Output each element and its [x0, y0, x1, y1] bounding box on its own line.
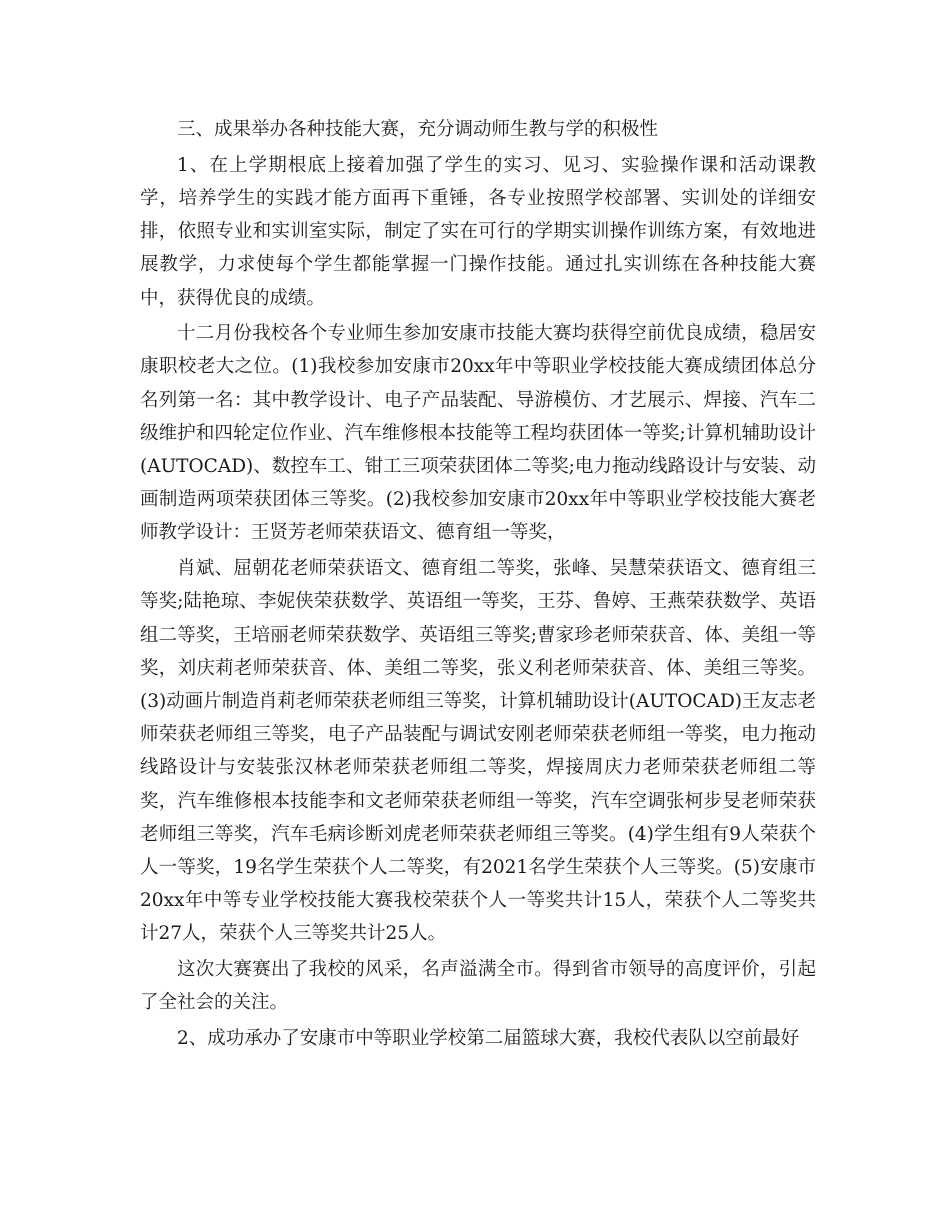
- paragraph: 十二月份我校各个专业师生参加安康市技能大赛均获得空前优良成绩，稳居安康职校老大之位。(1)我校参加安康市20xx年中等职业学校技能大赛成绩团体总分名列第一名：其中教学设计、电子产品装配、导游模仿、才艺展示、焊接、汽车二级维护和四轮定位作业、汽车维修根本技能等工程均获团体一等奖;计算机辅助设计(AUTOCAD)、数控车工、钳工三项荣获团体二等奖;电力拖动线路设计与安装、动画制造两项荣获团体三等奖。(2)我校参加安康市20xx年中等职业学校技能大赛老师教学设计：王贤芳老师荣获语文、德育组一等奖，: [140, 323, 816, 544]
- document-body: [140, 113, 816, 1058]
- paragraph: 肖斌、屈朝花老师荣获语文、德育组二等奖，张峰、吴慧荣获语文、德育组三等奖;陆艳琼、李妮侠荣获数学、英语组一等奖，王芬、鲁婷、王燕荣获数学、英语组二等奖，王培丽老师荣获数学、英语组三等奖;曹家珍老师荣获音、体、美组一等奖，刘庆莉老师荣获音、体、美组二等奖，张义利老师荣获音、体、美组三等奖。(3)动画片制造肖莉老师荣获老师组三等奖，计算机辅助设计(AUTOCAD)王友志老师荣获老师组三等奖，电子产品装配与调试安刚老师荣获老师组一等奖，电力拖动线路设计与安装张汉林老师荣获老师组二等奖，焊接周庆力老师荣获老师组二等奖，汽车维修根本技能李和文老师荣获老师组一等奖，汽车空调张柯步旻老师荣获老师组三等奖，汽车毛病诊断刘虎老师荣获老师组三等奖。(4)学生组有9人荣获个人一等奖，19名学生荣获个人二等奖，有2021名学生荣获个人三等奖。(5)安康市20xx年中等专业学校技能大赛我校荣获个人一等奖共计15人，荣获个人二等奖共计27人，荣获个人三等奖共计25人。: [140, 558, 816, 945]
- section-heading: 三、成果举办各种技能大赛，充分调动师生教与学的积极性: [177, 119, 659, 140]
- paragraph: 1、在上学期根底上接着加强了学生的实习、见习、实验操作课和活动课教学，培养学生的实践才能方面再下重锤，各专业按照学校部署、实训处的详细安排，依照专业和实训室实际，制定了实在可行的学期实训操作训练方案，有效地进展教学，力求使每个学生都能掌握一门操作技能。通过扎实训练在各种技能大赛中，获得优良的成绩。: [140, 154, 816, 309]
- paragraph: 2、成功承办了安康市中等职业学校第二届篮球大赛，我校代表队以空前最好: [177, 1027, 800, 1049]
- paragraph: 这次大赛赛出了我校的风采，名声溢满全市。得到省市领导的高度评价，引起了全社会的关注。: [140, 959, 816, 1014]
